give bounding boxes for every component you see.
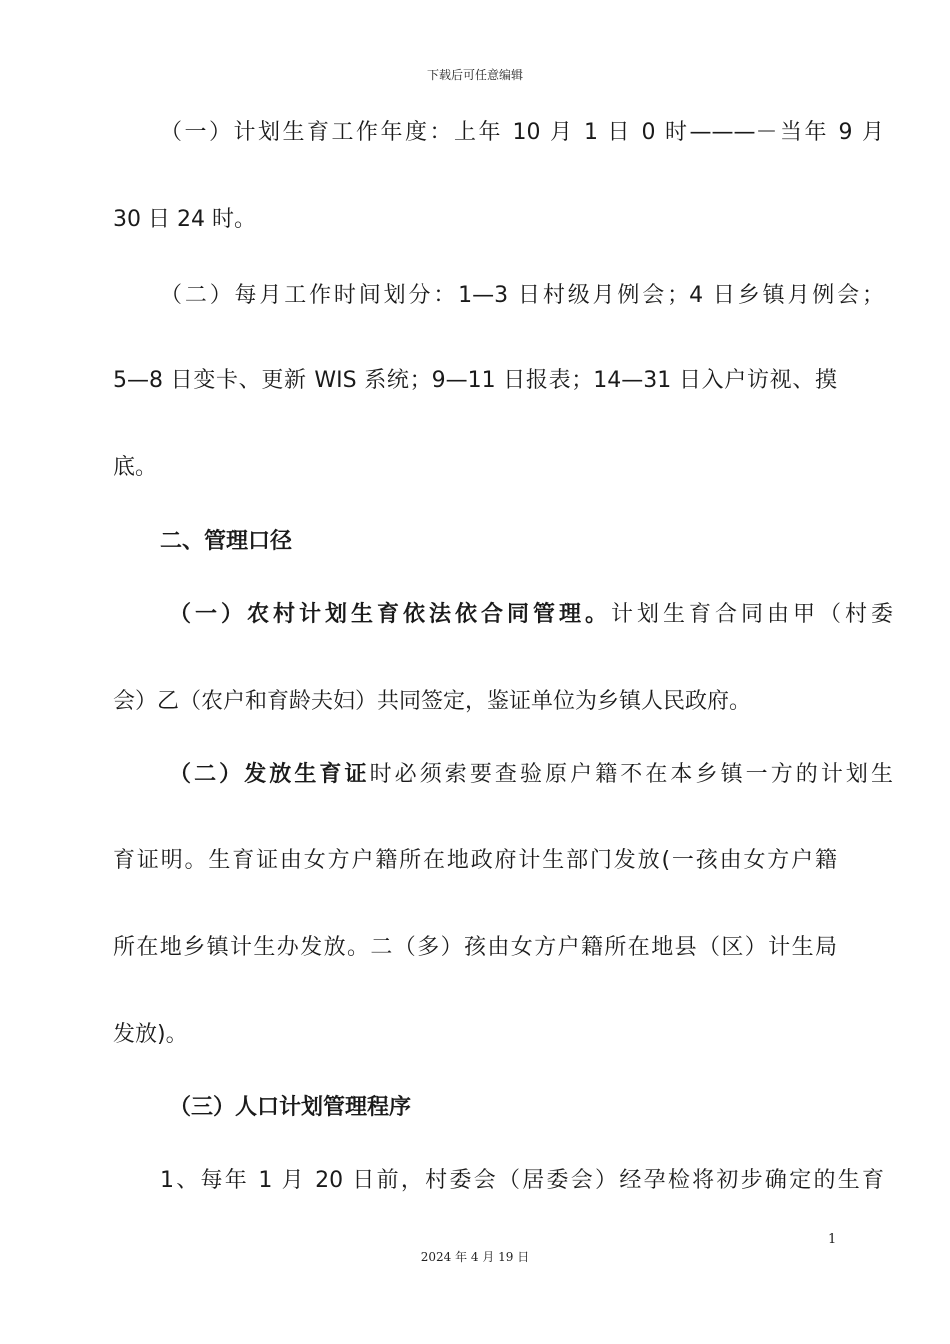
- paragraph-line: 育证明。生育证由女方户籍所在地政府计生部门发放(一孩由女方户籍: [113, 848, 837, 873]
- section-heading: 二、管理口径: [160, 529, 293, 554]
- section-heading: （三）人口计划管理程序: [169, 1095, 412, 1120]
- paragraph-line: （一）计划生育工作年度：上年 10 月 1 日 0 时———－当年 9 月: [160, 120, 884, 145]
- paragraph-line: [113, 600, 893, 630]
- bold-lead: （二）发放生育证: [169, 762, 370, 787]
- page-header: 下载后可任意编辑: [426, 68, 523, 82]
- paragraph-text: 时必须索要查验原户籍不在本乡镇一方的计划生: [369, 762, 893, 787]
- paragraph-line: 5—8 日变卡、更新 WIS 系统；9—11 日报表；14—31 日入户访视、摸: [113, 368, 837, 393]
- paragraph-line: 发放)。: [113, 1022, 188, 1047]
- paragraph-line: （二）每月工作时间划分：1—3 日村级月例会；4 日乡镇月例会；: [160, 283, 884, 308]
- paragraph-line: 会）乙（农户和育龄夫妇）共同签定，鉴证单位为乡镇人民政府。: [113, 689, 752, 714]
- page-number: 1: [828, 1232, 837, 1247]
- paragraph-line: 所在地乡镇计生办发放。二（多）孩由女方户籍所在地县（区）计生局: [113, 935, 837, 960]
- page-footer-date: 2024 年 4 月 19 日: [420, 1250, 530, 1264]
- paragraph-text: 计划生育合同由甲（村委: [610, 602, 893, 627]
- bold-lead: （一）农村计划生育依法依合同管理。: [169, 602, 611, 627]
- paragraph-line: 1、每年 1 月 20 日前，村委会（居委会）经孕检将初步确定的生育: [160, 1168, 884, 1193]
- paragraph-line: 底。: [113, 455, 158, 480]
- paragraph-line: 30 日 24 时。: [113, 207, 256, 232]
- paragraph-line: [113, 760, 893, 790]
